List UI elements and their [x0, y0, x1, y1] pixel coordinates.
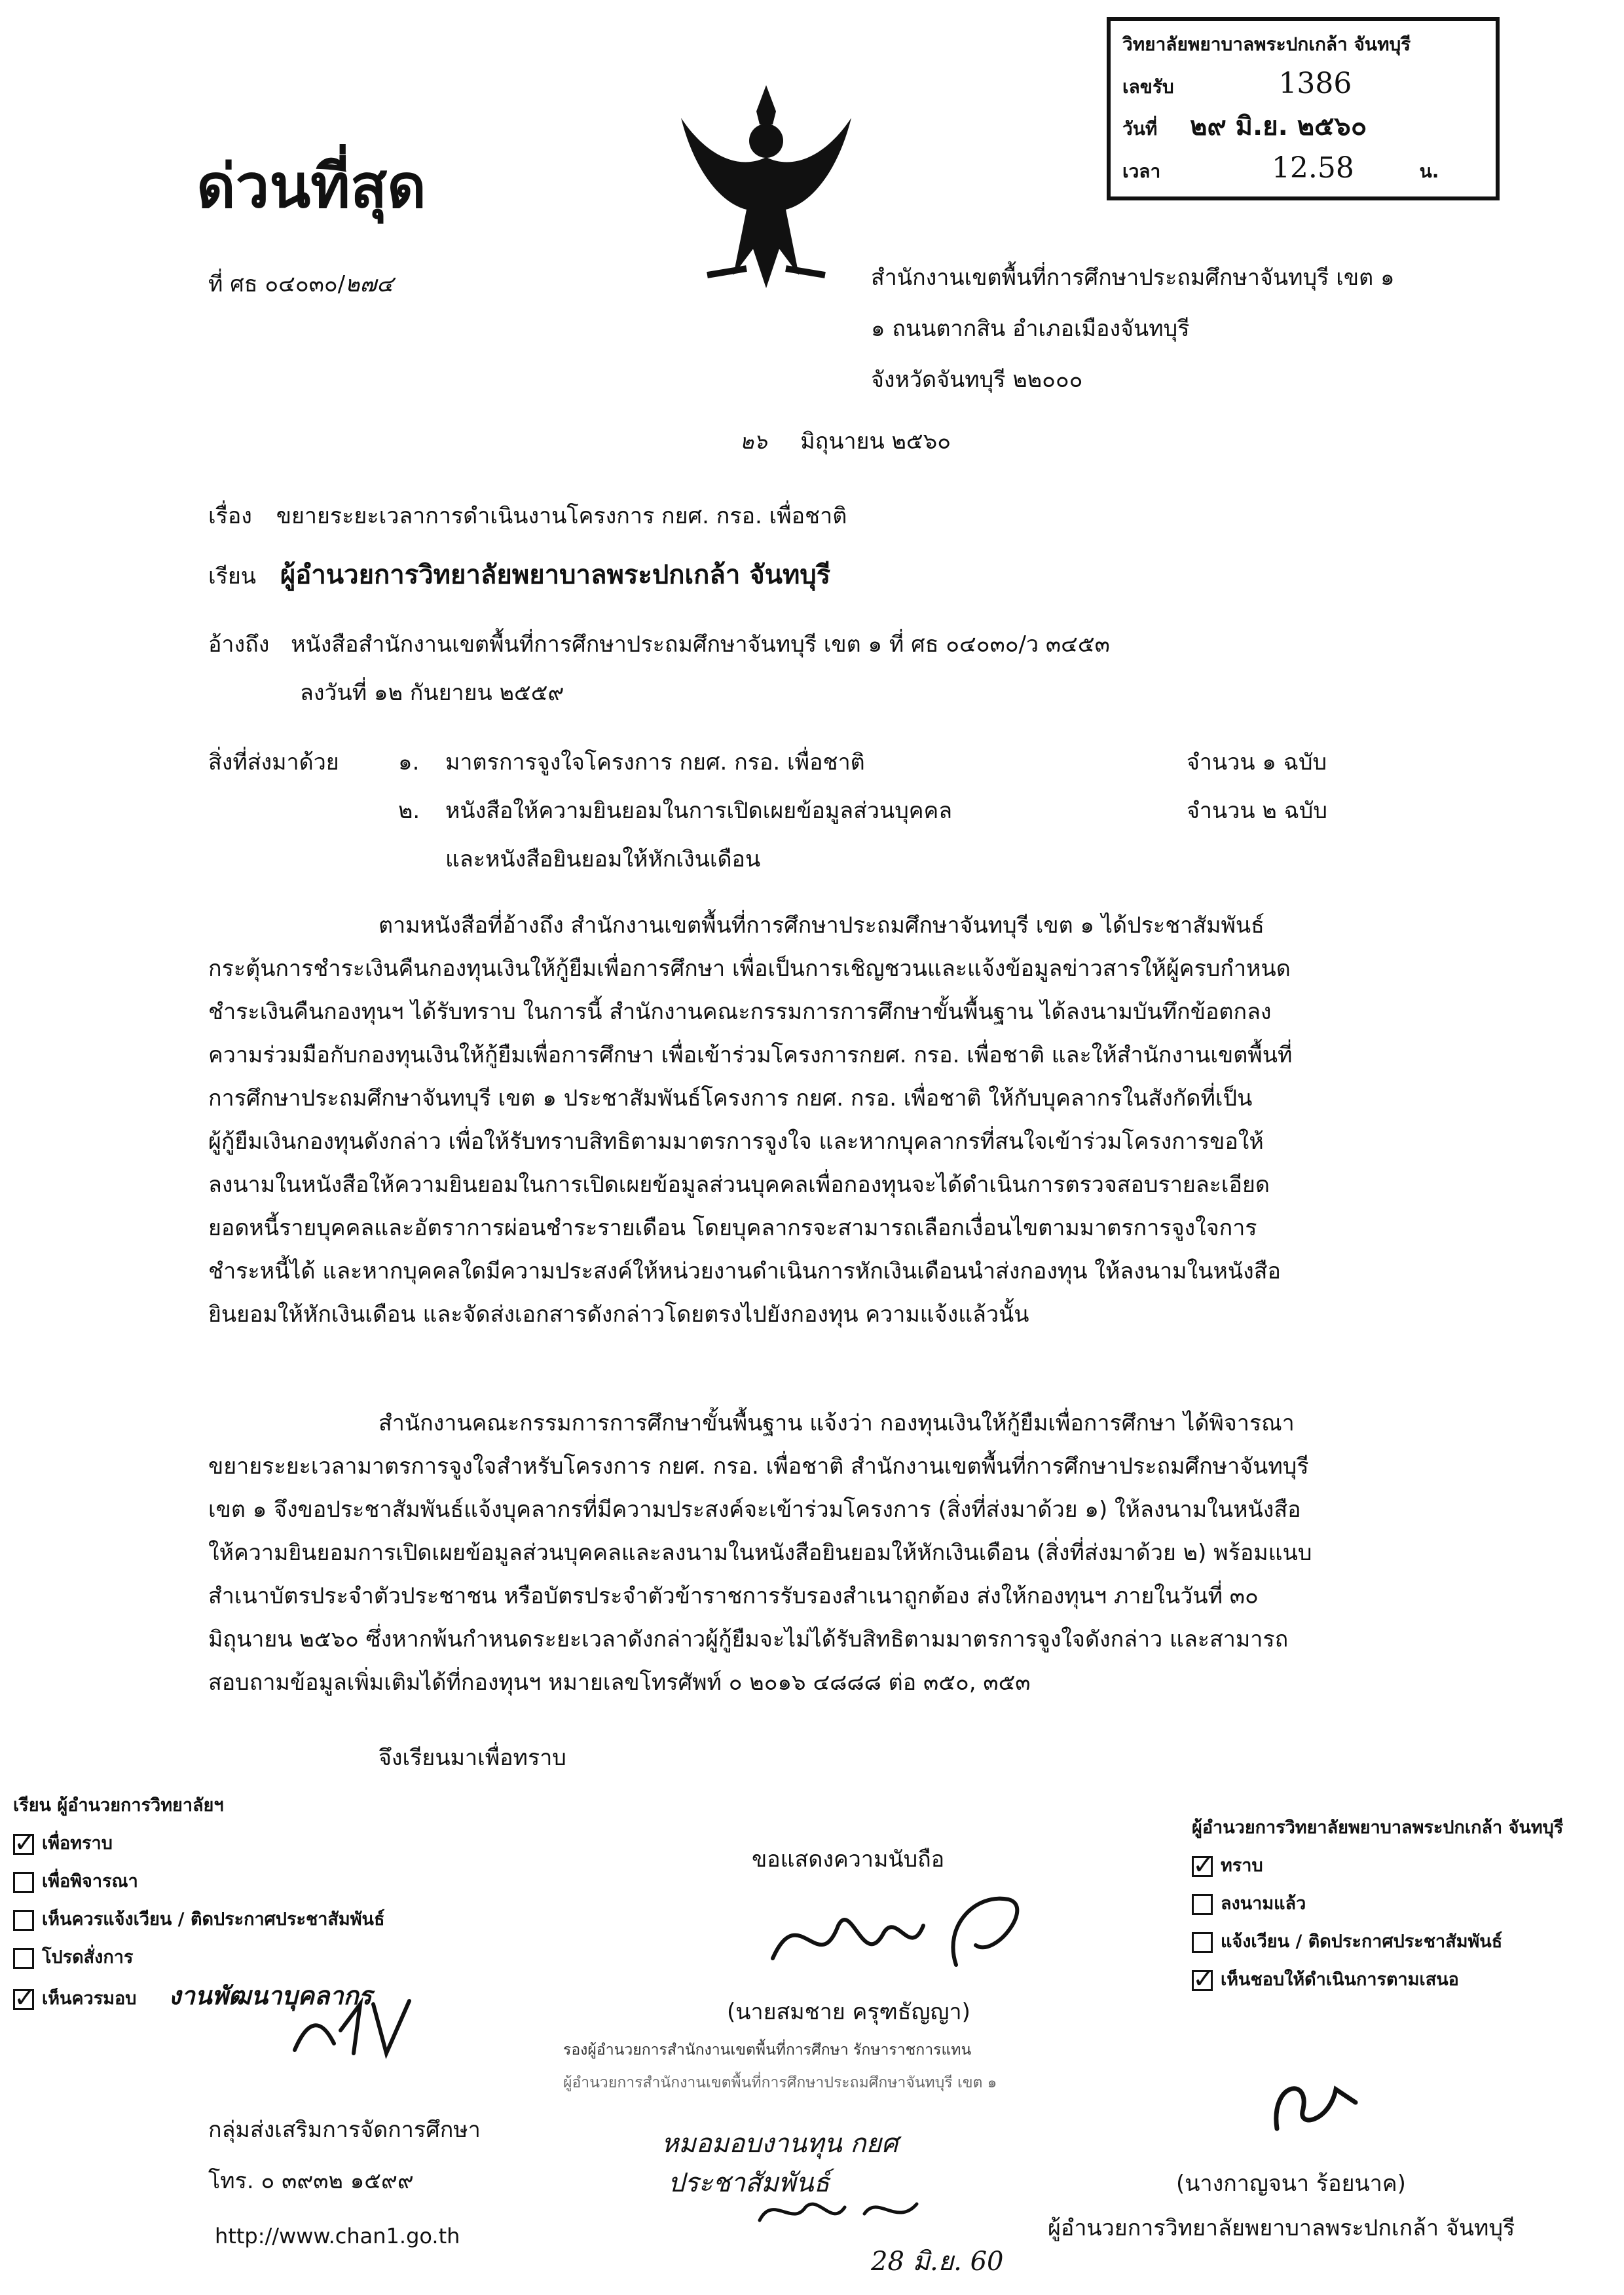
body-line: ยินยอมให้หักเงินเดือน และจัดส่งเอกสารดังกล่าวโดยตรงไปยังกองทุน ความแจ้งแล้วนั้น: [208, 1301, 1029, 1328]
left-action-stamp: [13, 1787, 384, 2018]
stamp-date-value: ๒๙ มิ.ย. ๒๕๖๐: [1190, 111, 1367, 141]
subject-text: ขยายระยะเวลาการดำเนินงานโครงการ กยศ. กรอ. เพื่อชาติ: [276, 503, 847, 529]
body-line: สำเนาบัตรประจำตัวประชาชน หรือบัตรประจำตัวข้าราชการรับรองสำเนาถูกต้อง ส่งให้กองทุนฯ ภายในวันที่ ๓๐: [208, 1583, 1259, 1609]
stamp-date-label: วันที่: [1122, 118, 1158, 140]
option-label: เห็นชอบให้ดำเนินการตามเสนอ: [1221, 1969, 1459, 1990]
signer-title-1: รองผู้อำนวยการสำนักงานเขตพื้นที่การศึกษา รักษาราชการแทน: [563, 2042, 972, 2059]
left-stamp-option: [13, 1863, 384, 1901]
footer-department: กลุ่มส่งเสริมการจัดการศึกษา: [208, 2117, 481, 2143]
subject-line: [208, 500, 847, 532]
college-director-signature: [1264, 2063, 1382, 2144]
regards-text: ขอแสดงความนับถือ: [752, 1846, 945, 1873]
director-signature: [760, 1886, 1048, 1987]
to-text: ผู้อำนวยการวิทยาลัยพยาบาลพระปกเกล้า จันทบุรี: [280, 560, 831, 590]
handwritten-note-line-1: หมอมอบงานทุน กยศ: [661, 2129, 898, 2159]
body-line: การศึกษาประถมศึกษาจันทบุรี เขต ๑ ประชาสัมพันธ์โครงการ กยศ. กรอ. เพื่อชาติ ให้กับบุคลากรในสังกัดที่เป็น: [208, 1085, 1253, 1111]
right-stamp-option: [1192, 1885, 1563, 1923]
sender-line-2: ๑ ถนนตากสิน อำเภอเมืองจันทบุรี: [871, 316, 1190, 342]
to-label: เรียน: [208, 563, 257, 589]
checkbox-icon: [13, 1989, 34, 2010]
stamp-date-row: [1122, 107, 1484, 149]
stamp-time-row: [1122, 149, 1484, 191]
enclosure-1-text: มาตรการจูงใจโครงการ กยศ. กรอ. เพื่อชาติ: [445, 749, 865, 775]
handwritten-note-date: 28 มิ.ย. 60: [871, 2247, 1004, 2277]
enclosure-2-text: หนังสือให้ความยินยอมในการเปิดเผยข้อมูลส่วนบุคคล: [445, 798, 953, 824]
enclosure-2-text-continued: และหนังสือยินยอมให้หักเงินเดือน: [445, 846, 761, 872]
right-stamp-option: [1192, 1961, 1563, 1999]
body-line: ยอดหนี้รายบุคคลและอัตราการผ่อนชำระรายเดือน โดยบุคลากรจะสามารถเลือกเงื่อนไขตามมาตรการจูงใจการ: [208, 1215, 1257, 1241]
body-line: มิถุนายน ๒๕๖๐ ซึ่งหากพ้นกำหนดระยะเวลาดังกล่าวผู้กู้ยืมจะไม่ได้รับสิทธิตามมาตรการจูงใจดังกล่าว และสามารถ: [208, 1626, 1289, 1652]
stamp-receive-label: เลขรับ: [1122, 76, 1174, 98]
option-label: เพื่อทราบ: [42, 1833, 113, 1854]
garuda-emblem: [668, 79, 864, 295]
right-stamp-option: [1192, 1923, 1563, 1961]
receipt-stamp: [1107, 17, 1500, 200]
signer-name: (นายสมชาย ครุฑธัญญา): [727, 1999, 970, 2025]
body-line: [208, 1402, 1312, 1445]
stamp-time-value: 12.58: [1271, 151, 1354, 185]
body-line: ชำระหนี้ได้ และหากบุคคลใดมีความประสงค์ให้หน่วยงานดำเนินการหักเงินเดือนนำส่งกองทุน ให้ลงนามในหนังสือ: [208, 1258, 1281, 1284]
assign-handwriting: งานพัฒนาบุคลากร: [168, 1981, 372, 2010]
checkbox-icon: [1192, 1932, 1213, 1953]
right-opinion-stamp: [1192, 1809, 1563, 1999]
checkbox-icon: [13, 1910, 34, 1931]
college-director-title: ผู้อำนวยการวิทยาลัยพยาบาลพระปกเกล้า จันทบุรี: [1048, 2215, 1515, 2241]
handwritten-note-line-2: ประชาสัมพันธ์: [668, 2168, 830, 2198]
option-label: เพื่อพิจารณา: [42, 1871, 138, 1892]
stamp-receive-number: 1386: [1278, 67, 1352, 100]
checkbox-icon: [1192, 1894, 1213, 1915]
checkbox-icon: [13, 1948, 34, 1969]
stamp-receive-row: [1122, 64, 1484, 107]
left-stamp-option: [13, 1825, 384, 1863]
right-stamp-title: ผู้อำนวยการวิทยาลัยพยาบาลพระปกเกล้า จันทบุรี: [1192, 1818, 1564, 1838]
signer-title-2: ผู้อำนวยการสำนักงานเขตพื้นที่การศึกษาประถมศึกษาจันทบุรี เขต ๑: [563, 2074, 997, 2091]
left-stamp-option: [13, 1901, 384, 1939]
enclosure-1-qty: จำนวน ๑ ฉบับ: [1187, 749, 1327, 775]
checkbox-icon: [1192, 1970, 1213, 1991]
checkbox-icon: [13, 1872, 34, 1893]
reference-text-1: หนังสือสำนักงานเขตพื้นที่การศึกษาประถมศึกษาจันทบุรี เขต ๑ ที่ ศธ ๐๔๐๓๐/ว ๓๔๕๓: [291, 631, 1110, 658]
option-label: เห็นควรแจ้งเวียน / ติดประกาศประชาสัมพันธ์: [42, 1909, 385, 1930]
document-date-hand: ๒๖: [740, 429, 767, 454]
document-number: [208, 269, 394, 300]
body-line: สอบถามข้อมูลเพิ่มเติมได้ที่กองทุนฯ หมายเลขโทรศัพท์ ๐ ๒๐๑๖ ๔๘๘๘ ต่อ ๓๕๐, ๓๕๓: [208, 1670, 1031, 1696]
document-date-text: มิถุนายน ๒๕๖๐: [800, 428, 951, 455]
stamp-time-label: เวลา: [1122, 160, 1161, 182]
body-line: ผู้กู้ยืมเงินกองทุนดังกล่าว เพื่อให้รับทราบสิทธิตามมาตรการจูงใจ และหากบุคลากรที่สนใจเข้าร่วมโครงการขอให้: [208, 1129, 1264, 1155]
body-line: เขต ๑ จึงขอประชาสัมพันธ์แจ้งบุคลากรที่มีความประสงค์จะเข้าร่วมโครงการ (สิ่งที่ส่งมาด้วย ๑) ให้ลงนามในหนังสือ: [208, 1497, 1301, 1523]
initials-signature: [288, 1991, 419, 2066]
option-label: แจ้งเวียน / ติดประกาศประชาสัมพันธ์: [1221, 1931, 1503, 1952]
option-label: ลงนามแล้ว: [1221, 1894, 1306, 1914]
body-paragraph-2: [208, 1402, 1312, 1704]
urgent-heading: ด่วนที่สุด: [196, 151, 426, 221]
body-line: [208, 904, 1292, 947]
stamp-org: วิทยาลัยพยาบาลพระปกเกล้า จันทบุรี: [1122, 33, 1411, 55]
reference-label: อ้างถึง: [208, 631, 270, 658]
subject-label: เรื่อง: [208, 503, 252, 529]
checkbox-icon: [1192, 1856, 1213, 1877]
sender-line-3: จังหวัดจันทบุรี ๒๒๐๐๐: [871, 367, 1083, 393]
body-line: ความร่วมมือกับกองทุนเงินให้กู้ยืมเพื่อการศึกษา เพื่อเข้าร่วมโครงการกยศ. กรอ. เพื่อชาติ และให้สำนักงานเขตพื้นที่: [208, 1042, 1293, 1068]
right-stamp-option: [1192, 1847, 1563, 1885]
left-stamp-option: [13, 1939, 384, 1977]
checkbox-icon: [13, 1834, 34, 1855]
reference-line-1: [208, 629, 1110, 660]
body-line: ลงนามในหนังสือให้ความยินยอมในการเปิดเผยข้อมูลส่วนบุคคลเพื่อกองทุนจะได้ดำเนินการตรวจสอบรายละเอียด: [208, 1172, 1270, 1198]
college-director-name: (นางกาญจนา ร้อยนาค): [1176, 2171, 1406, 2197]
option-label: โปรดสั่งการ: [42, 1947, 134, 1968]
footer-website: http://www.chan1.go.th: [215, 2224, 460, 2248]
closing-line: จึงเรียนมาเพื่อทราบ: [378, 1745, 566, 1771]
footer-telephone: โทร. ๐ ๓๙๓๒ ๑๕๙๙: [208, 2168, 414, 2194]
body-paragraph-1: [208, 904, 1292, 1336]
enclosure-1-no: ๑.: [398, 749, 420, 775]
body-line: กระตุ้นการชำระเงินคืนกองทุนเงินให้กู้ยืมเพื่อการศึกษา เพื่อเป็นการเชิญชวนและแจ้งข้อมูลข่าวสารให้ผู้ครบกำหนด: [208, 956, 1291, 982]
reference-line-2: ลงวันที่ ๑๒ กันยายน ๒๕๕๙: [300, 680, 564, 706]
document-number-label: ที่ ศธ ๐๔๐๓๐/: [208, 271, 346, 297]
enclosure-2-no: ๒.: [398, 798, 420, 824]
body-line: ขยายระยะเวลามาตรการจูงใจสำหรับโครงการ กยศ. กรอ. เพื่อชาติ สำนักงานเขตพื้นที่การศึกษาประถมศึกษาจันทบุรี: [208, 1453, 1309, 1480]
document-number-hand: ๒๗๔: [345, 271, 394, 297]
handwritten-note-signature: [753, 2188, 923, 2236]
to-line: [208, 557, 830, 595]
enclosure-2-qty: จำนวน ๒ ฉบับ: [1187, 798, 1327, 824]
stamp-time-unit: น.: [1419, 160, 1439, 182]
enclosures-label: สิ่งที่ส่งมาด้วย: [208, 749, 339, 775]
body-line: ให้ความยินยอมการเปิดเผยข้อมูลส่วนบุคคลและลงนามในหนังสือยินยอมให้หักเงินเดือน (สิ่งที่ส่งมาด้วย ๒) พร้อมแนบ: [208, 1540, 1312, 1566]
left-stamp-title: เรียน ผู้อำนวยการวิทยาลัยฯ: [13, 1795, 224, 1816]
body-line-text: สำนักงานคณะกรรมการการศึกษาขั้นพื้นฐาน แจ้งว่า กองทุนเงินให้กู้ยืมเพื่อการศึกษา ได้พิจารณา: [378, 1410, 1295, 1436]
option-label: เห็นควรมอบ: [42, 1988, 137, 2009]
option-label: ทราบ: [1221, 1856, 1263, 1876]
sender-line-1: สำนักงานเขตพื้นที่การศึกษาประถมศึกษาจันทบุรี เขต ๑: [871, 265, 1395, 291]
document-date: [740, 426, 951, 457]
body-line: ชำระเงินคืนกองทุนฯ ได้รับทราบ ในการนี้ สำนักงานคณะกรรมการการศึกษาขั้นพื้นฐาน ได้ลงนามบันทึกข้อตกลง: [208, 999, 1272, 1025]
body-line-text: ตามหนังสือที่อ้างถึง สำนักงานเขตพื้นที่การศึกษาประถมศึกษาจันทบุรี เขต ๑ ได้ประชาสัมพันธ์: [378, 912, 1264, 939]
